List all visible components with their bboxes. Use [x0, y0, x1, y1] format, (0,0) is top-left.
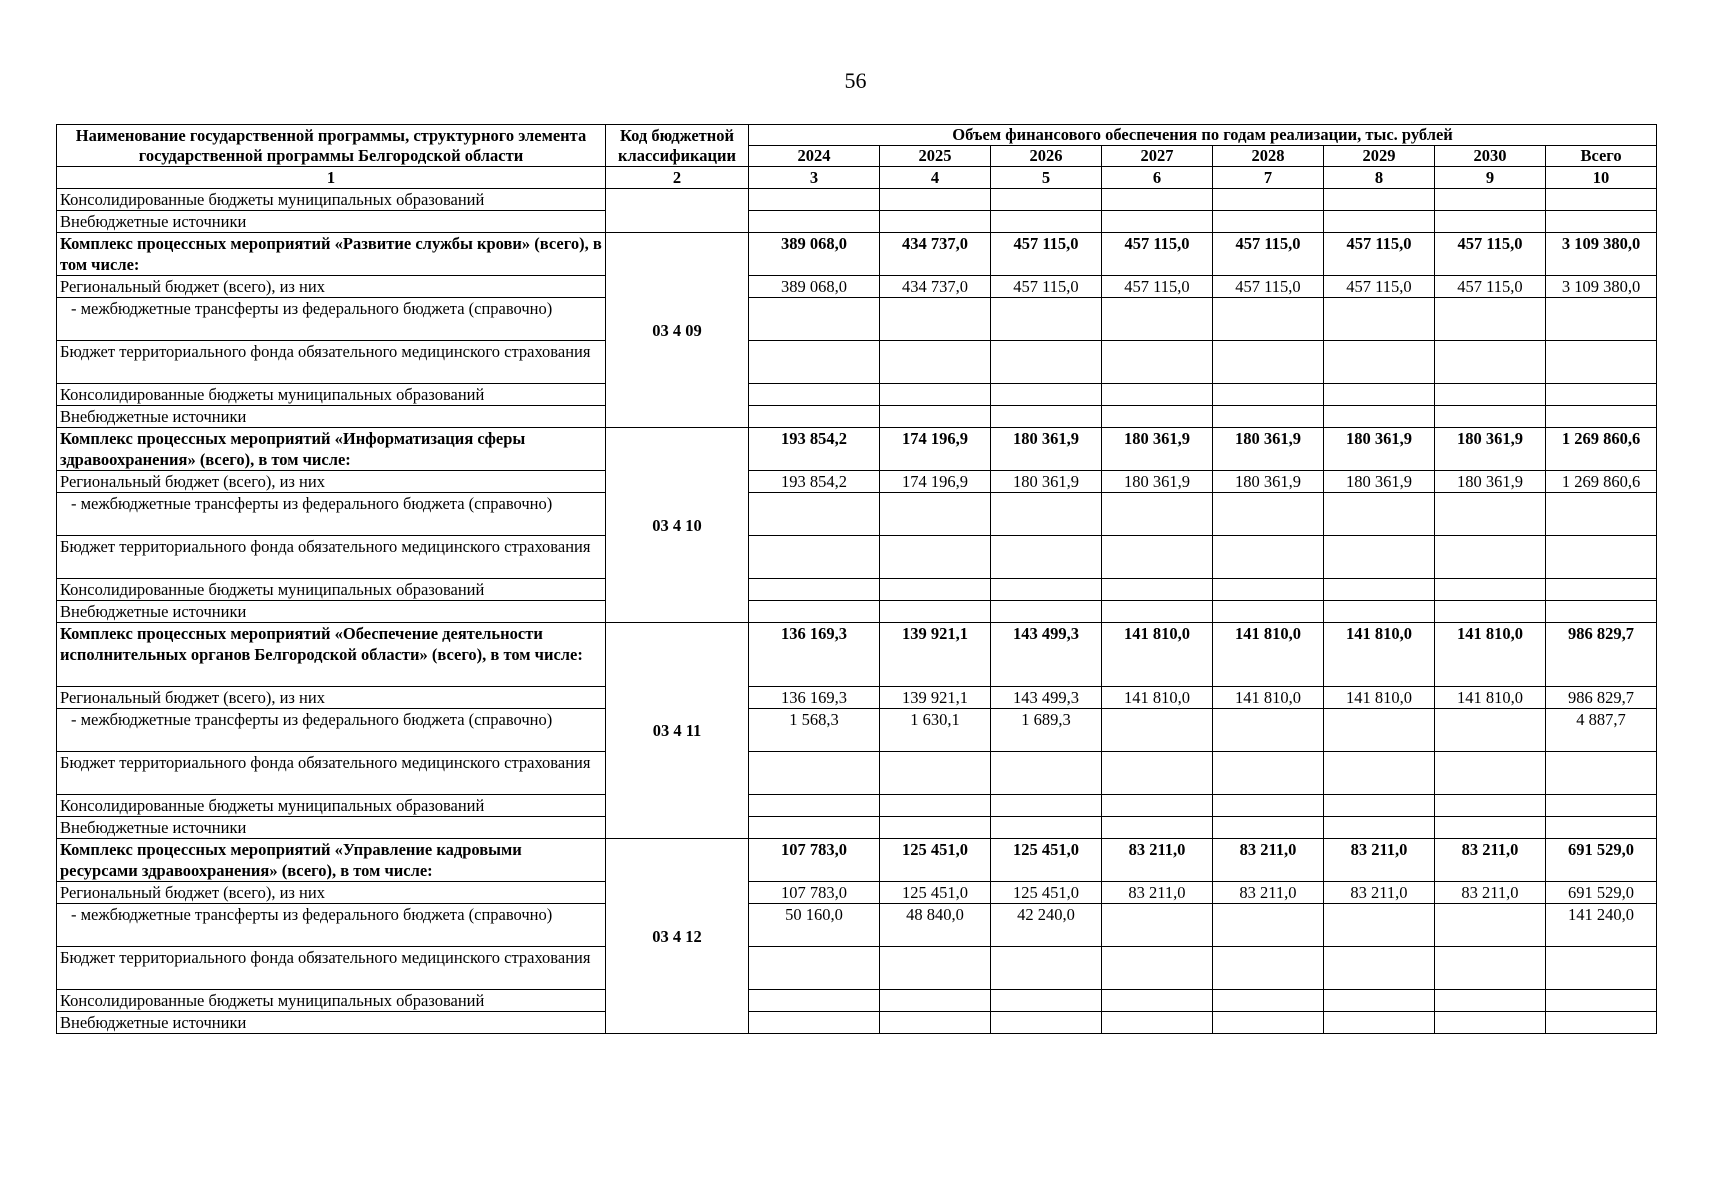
value-cell: 457 115,0: [1435, 276, 1546, 298]
column-index: 4: [880, 167, 991, 189]
total-value-cell: 986 829,7: [1546, 687, 1657, 709]
row-label: Бюджет территориального фонда обязательного медицинского страхования: [57, 536, 606, 579]
value-cell: [880, 795, 991, 817]
value-cell: 83 211,0: [1102, 839, 1213, 882]
value-cell: 141 810,0: [1435, 623, 1546, 687]
group-title: Комплекс процессных мероприятий «Управление кадровыми ресурсами здравоохранения» (всего), в том числе:: [57, 839, 606, 882]
value-cell: 83 211,0: [1213, 882, 1324, 904]
value-cell: [749, 947, 880, 990]
table-row: [57, 536, 1657, 579]
budget-code: 03 4 10: [606, 428, 749, 623]
total-value-cell: 691 529,0: [1546, 882, 1657, 904]
value-cell: [1435, 990, 1546, 1012]
value-cell: [1213, 536, 1324, 579]
value-cell: [749, 406, 880, 428]
total-value-cell: [1546, 384, 1657, 406]
value-cell: 193 854,2: [749, 471, 880, 493]
value-cell: 434 737,0: [880, 233, 991, 276]
value-cell: [1435, 752, 1546, 795]
value-cell: [1435, 189, 1546, 211]
group-title-row: [57, 623, 1657, 687]
value-cell: 1 568,3: [749, 709, 880, 752]
value-cell: [991, 341, 1102, 384]
value-cell: [749, 536, 880, 579]
value-cell: 83 211,0: [1435, 839, 1546, 882]
total-value-cell: [1546, 298, 1657, 341]
value-cell: [1102, 579, 1213, 601]
value-cell: 136 169,3: [749, 687, 880, 709]
value-cell: 457 115,0: [1102, 233, 1213, 276]
value-cell: [880, 341, 991, 384]
value-cell: 141 810,0: [1213, 687, 1324, 709]
total-value-cell: [1546, 406, 1657, 428]
row-label: Внебюджетные источники: [57, 406, 606, 428]
value-cell: 83 211,0: [1213, 839, 1324, 882]
value-cell: [991, 990, 1102, 1012]
total-value-cell: 3 109 380,0: [1546, 233, 1657, 276]
value-cell: 180 361,9: [1102, 428, 1213, 471]
value-cell: [1213, 579, 1324, 601]
table-row: [57, 276, 1657, 298]
value-cell: 139 921,1: [880, 623, 991, 687]
value-cell: 141 810,0: [1213, 623, 1324, 687]
value-cell: [1324, 298, 1435, 341]
value-cell: [749, 752, 880, 795]
value-cell: 457 115,0: [1102, 276, 1213, 298]
table-header: [57, 125, 1657, 189]
value-cell: [1546, 189, 1657, 211]
value-cell: [749, 384, 880, 406]
row-label: Консолидированные бюджеты муниципальных образований: [57, 189, 606, 211]
group-title-row: [57, 428, 1657, 471]
value-cell: 174 196,9: [880, 428, 991, 471]
value-cell: [1213, 341, 1324, 384]
value-cell: 457 115,0: [991, 276, 1102, 298]
code-cell: [606, 189, 749, 233]
value-cell: [991, 795, 1102, 817]
value-cell: 143 499,3: [991, 623, 1102, 687]
value-cell: [749, 601, 880, 623]
value-cell: [1324, 817, 1435, 839]
value-cell: [1324, 709, 1435, 752]
row-label: - межбюджетные трансферты из федерального бюджета (справочно): [57, 298, 606, 341]
value-cell: [880, 752, 991, 795]
value-cell: [1435, 709, 1546, 752]
value-cell: [880, 817, 991, 839]
column-index: 9: [1435, 167, 1546, 189]
value-cell: 180 361,9: [1435, 428, 1546, 471]
value-cell: [1213, 298, 1324, 341]
total-value-cell: [1546, 947, 1657, 990]
value-cell: [1102, 601, 1213, 623]
value-cell: 180 361,9: [1324, 471, 1435, 493]
value-cell: [1102, 1012, 1213, 1034]
value-cell: 180 361,9: [1435, 471, 1546, 493]
table-row: [57, 493, 1657, 536]
row-label: Консолидированные бюджеты муниципальных образований: [57, 990, 606, 1012]
value-cell: 139 921,1: [880, 687, 991, 709]
total-value-cell: 3 109 380,0: [1546, 276, 1657, 298]
group-title: Комплекс процессных мероприятий «Информатизация сферы здравоохранения» (всего), в том числе:: [57, 428, 606, 471]
total-value-cell: [1546, 752, 1657, 795]
column-index: 3: [749, 167, 880, 189]
value-cell: 125 451,0: [880, 882, 991, 904]
value-cell: 434 737,0: [880, 276, 991, 298]
value-cell: [1102, 536, 1213, 579]
value-cell: [1213, 817, 1324, 839]
value-cell: [1213, 493, 1324, 536]
total-value-cell: [1546, 493, 1657, 536]
value-cell: [1213, 904, 1324, 947]
header-year: 2025: [880, 146, 991, 167]
row-label: - межбюджетные трансферты из федерального бюджета (справочно): [57, 709, 606, 752]
budget-code: 03 4 12: [606, 839, 749, 1034]
total-value-cell: [1546, 990, 1657, 1012]
value-cell: [880, 189, 991, 211]
value-cell: [1324, 406, 1435, 428]
value-cell: 143 499,3: [991, 687, 1102, 709]
value-cell: 389 068,0: [749, 276, 880, 298]
value-cell: [991, 947, 1102, 990]
column-index: 2: [606, 167, 749, 189]
table-row: [57, 406, 1657, 428]
table-row: [57, 471, 1657, 493]
value-cell: [1324, 795, 1435, 817]
value-cell: [880, 601, 991, 623]
table-row: [57, 384, 1657, 406]
value-cell: [991, 189, 1102, 211]
value-cell: 180 361,9: [991, 428, 1102, 471]
value-cell: [880, 947, 991, 990]
value-cell: 389 068,0: [749, 233, 880, 276]
table-row: [57, 904, 1657, 947]
value-cell: [749, 817, 880, 839]
value-cell: [1102, 752, 1213, 795]
table-row: [57, 817, 1657, 839]
value-cell: [1435, 1012, 1546, 1034]
value-cell: [991, 298, 1102, 341]
total-value-cell: [1546, 536, 1657, 579]
total-value-cell: 141 240,0: [1546, 904, 1657, 947]
row-label: Региональный бюджет (всего), из них: [57, 687, 606, 709]
group-title-row: [57, 839, 1657, 882]
table-row: [57, 752, 1657, 795]
table-row: [57, 990, 1657, 1012]
table-row: [57, 341, 1657, 384]
group-title: Комплекс процессных мероприятий «Развитие службы крови» (всего), в том числе:: [57, 233, 606, 276]
value-cell: [749, 493, 880, 536]
value-cell: [991, 406, 1102, 428]
value-cell: 457 115,0: [1435, 233, 1546, 276]
value-cell: 457 115,0: [1324, 276, 1435, 298]
total-value-cell: [1546, 341, 1657, 384]
value-cell: [1102, 795, 1213, 817]
header-year: 2026: [991, 146, 1102, 167]
value-cell: 107 783,0: [749, 839, 880, 882]
value-cell: [1324, 211, 1435, 233]
value-cell: [991, 601, 1102, 623]
value-cell: [1324, 752, 1435, 795]
value-cell: [1435, 947, 1546, 990]
value-cell: [991, 211, 1102, 233]
table-row: [57, 882, 1657, 904]
column-index: 6: [1102, 167, 1213, 189]
value-cell: 125 451,0: [991, 882, 1102, 904]
value-cell: 457 115,0: [991, 233, 1102, 276]
value-cell: [1102, 990, 1213, 1012]
value-cell: [991, 384, 1102, 406]
table-row: [57, 687, 1657, 709]
table-row: [57, 189, 1657, 211]
row-label: Региональный бюджет (всего), из них: [57, 471, 606, 493]
row-label: Бюджет территориального фонда обязательного медицинского страхования: [57, 752, 606, 795]
total-value-cell: [1546, 817, 1657, 839]
value-cell: [1324, 990, 1435, 1012]
value-cell: 50 160,0: [749, 904, 880, 947]
value-cell: [1435, 298, 1546, 341]
value-cell: [749, 211, 880, 233]
value-cell: [1546, 211, 1657, 233]
row-label: Внебюджетные источники: [57, 817, 606, 839]
value-cell: 180 361,9: [1213, 428, 1324, 471]
value-cell: 107 783,0: [749, 882, 880, 904]
value-cell: [880, 579, 991, 601]
total-value-cell: 986 829,7: [1546, 623, 1657, 687]
value-cell: [991, 493, 1102, 536]
budget-code: 03 4 11: [606, 623, 749, 839]
value-cell: [1102, 298, 1213, 341]
value-cell: 141 810,0: [1324, 623, 1435, 687]
row-label: Региональный бюджет (всего), из них: [57, 882, 606, 904]
value-cell: [880, 384, 991, 406]
value-cell: [1435, 904, 1546, 947]
value-cell: [1102, 493, 1213, 536]
value-cell: [1435, 795, 1546, 817]
value-cell: [880, 406, 991, 428]
header-total: Всего: [1546, 146, 1657, 167]
table-body: [57, 189, 1657, 1034]
value-cell: [1324, 189, 1435, 211]
budget-table-container: [56, 124, 1657, 1034]
value-cell: [1324, 1012, 1435, 1034]
value-cell: [1324, 384, 1435, 406]
header-name-column: Наименование государственной программы, структурного элемента государственной программы Белгородской области: [57, 125, 606, 167]
value-cell: [1435, 406, 1546, 428]
value-cell: [1324, 947, 1435, 990]
value-cell: 125 451,0: [991, 839, 1102, 882]
value-cell: [1324, 904, 1435, 947]
value-cell: [749, 579, 880, 601]
value-cell: 141 810,0: [1324, 687, 1435, 709]
value-cell: [1435, 384, 1546, 406]
value-cell: 180 361,9: [1102, 471, 1213, 493]
value-cell: [1435, 601, 1546, 623]
value-cell: [991, 817, 1102, 839]
value-cell: [1102, 904, 1213, 947]
value-cell: 136 169,3: [749, 623, 880, 687]
table-row: [57, 709, 1657, 752]
value-cell: 193 854,2: [749, 428, 880, 471]
value-cell: [1324, 341, 1435, 384]
budget-table: [56, 124, 1657, 1034]
value-cell: [1102, 817, 1213, 839]
value-cell: [1213, 709, 1324, 752]
value-cell: [1102, 341, 1213, 384]
value-cell: [749, 189, 880, 211]
value-cell: [749, 298, 880, 341]
value-cell: 42 240,0: [991, 904, 1102, 947]
value-cell: [1102, 709, 1213, 752]
column-index: 7: [1213, 167, 1324, 189]
header-year: 2024: [749, 146, 880, 167]
value-cell: [1435, 579, 1546, 601]
value-cell: 180 361,9: [1324, 428, 1435, 471]
header-code-column: Код бюджетной классификации: [606, 125, 749, 167]
header-year: 2027: [1102, 146, 1213, 167]
value-cell: 141 810,0: [1102, 623, 1213, 687]
column-index: 5: [991, 167, 1102, 189]
value-cell: 457 115,0: [1324, 233, 1435, 276]
value-cell: 125 451,0: [880, 839, 991, 882]
value-cell: [880, 211, 991, 233]
row-label: - межбюджетные трансферты из федерального бюджета (справочно): [57, 493, 606, 536]
total-value-cell: [1546, 601, 1657, 623]
column-index: 8: [1324, 167, 1435, 189]
value-cell: [1324, 493, 1435, 536]
total-value-cell: 1 269 860,6: [1546, 428, 1657, 471]
value-cell: 180 361,9: [1213, 471, 1324, 493]
value-cell: 83 211,0: [1435, 882, 1546, 904]
value-cell: [1435, 817, 1546, 839]
value-cell: [880, 298, 991, 341]
row-label: Бюджет территориального фонда обязательного медицинского страхования: [57, 947, 606, 990]
value-cell: [1324, 579, 1435, 601]
total-value-cell: [1546, 1012, 1657, 1034]
value-cell: 1 689,3: [991, 709, 1102, 752]
value-cell: 48 840,0: [880, 904, 991, 947]
total-value-cell: 1 269 860,6: [1546, 471, 1657, 493]
table-row: [57, 1012, 1657, 1034]
value-cell: 174 196,9: [880, 471, 991, 493]
header-year: 2030: [1435, 146, 1546, 167]
table-row: [57, 947, 1657, 990]
value-cell: [1213, 211, 1324, 233]
value-cell: [1213, 990, 1324, 1012]
value-cell: [991, 752, 1102, 795]
header-volume-column: Объем финансового обеспечения по годам реализации, тыс. рублей: [749, 125, 1657, 146]
value-cell: [1435, 341, 1546, 384]
value-cell: 180 361,9: [991, 471, 1102, 493]
row-label: Внебюджетные источники: [57, 1012, 606, 1034]
value-cell: [749, 795, 880, 817]
header-year: 2029: [1324, 146, 1435, 167]
header-year: 2028: [1213, 146, 1324, 167]
table-row: [57, 601, 1657, 623]
total-value-cell: 4 887,7: [1546, 709, 1657, 752]
group-title-row: [57, 233, 1657, 276]
value-cell: 141 810,0: [1102, 687, 1213, 709]
row-label: Бюджет территориального фонда обязательного медицинского страхования: [57, 341, 606, 384]
row-label: Консолидированные бюджеты муниципальных образований: [57, 579, 606, 601]
value-cell: [1213, 795, 1324, 817]
value-cell: [1213, 752, 1324, 795]
total-value-cell: [1546, 579, 1657, 601]
column-index: 10: [1546, 167, 1657, 189]
table-row: [57, 211, 1657, 233]
value-cell: 83 211,0: [1324, 882, 1435, 904]
value-cell: [1324, 601, 1435, 623]
group-title: Комплекс процессных мероприятий «Обеспечение деятельности исполнительных органов Белгородской области» (всего), в том числе:: [57, 623, 606, 687]
value-cell: [991, 579, 1102, 601]
page-number: 56: [844, 68, 867, 93]
value-cell: 83 211,0: [1102, 882, 1213, 904]
value-cell: [1435, 536, 1546, 579]
row-label: - межбюджетные трансферты из федерального бюджета (справочно): [57, 904, 606, 947]
value-cell: [1102, 211, 1213, 233]
value-cell: [1213, 601, 1324, 623]
value-cell: [1102, 947, 1213, 990]
value-cell: [880, 990, 991, 1012]
total-value-cell: 691 529,0: [1546, 839, 1657, 882]
value-cell: 141 810,0: [1435, 687, 1546, 709]
table-row: [57, 298, 1657, 341]
value-cell: [1102, 384, 1213, 406]
value-cell: 457 115,0: [1213, 233, 1324, 276]
table-row: [57, 579, 1657, 601]
value-cell: [880, 536, 991, 579]
value-cell: [1102, 189, 1213, 211]
row-label: Региональный бюджет (всего), из них: [57, 276, 606, 298]
total-value-cell: [1546, 795, 1657, 817]
value-cell: [991, 536, 1102, 579]
value-cell: 1 630,1: [880, 709, 991, 752]
value-cell: 457 115,0: [1213, 276, 1324, 298]
value-cell: [1435, 493, 1546, 536]
budget-code: 03 4 09: [606, 233, 749, 428]
value-cell: [1213, 406, 1324, 428]
value-cell: [1324, 536, 1435, 579]
value-cell: [749, 990, 880, 1012]
value-cell: [1213, 1012, 1324, 1034]
value-cell: [1213, 189, 1324, 211]
column-index: 1: [57, 167, 606, 189]
row-label: Внебюджетные источники: [57, 601, 606, 623]
table-row: [57, 795, 1657, 817]
row-label: Консолидированные бюджеты муниципальных образований: [57, 795, 606, 817]
value-cell: 83 211,0: [1324, 839, 1435, 882]
value-cell: [1213, 947, 1324, 990]
value-cell: [991, 1012, 1102, 1034]
value-cell: [1435, 211, 1546, 233]
row-label: Консолидированные бюджеты муниципальных образований: [57, 384, 606, 406]
value-cell: [1102, 406, 1213, 428]
value-cell: [1213, 384, 1324, 406]
value-cell: [880, 493, 991, 536]
row-label: Внебюджетные источники: [57, 211, 606, 233]
value-cell: [749, 341, 880, 384]
value-cell: [880, 1012, 991, 1034]
value-cell: [749, 1012, 880, 1034]
